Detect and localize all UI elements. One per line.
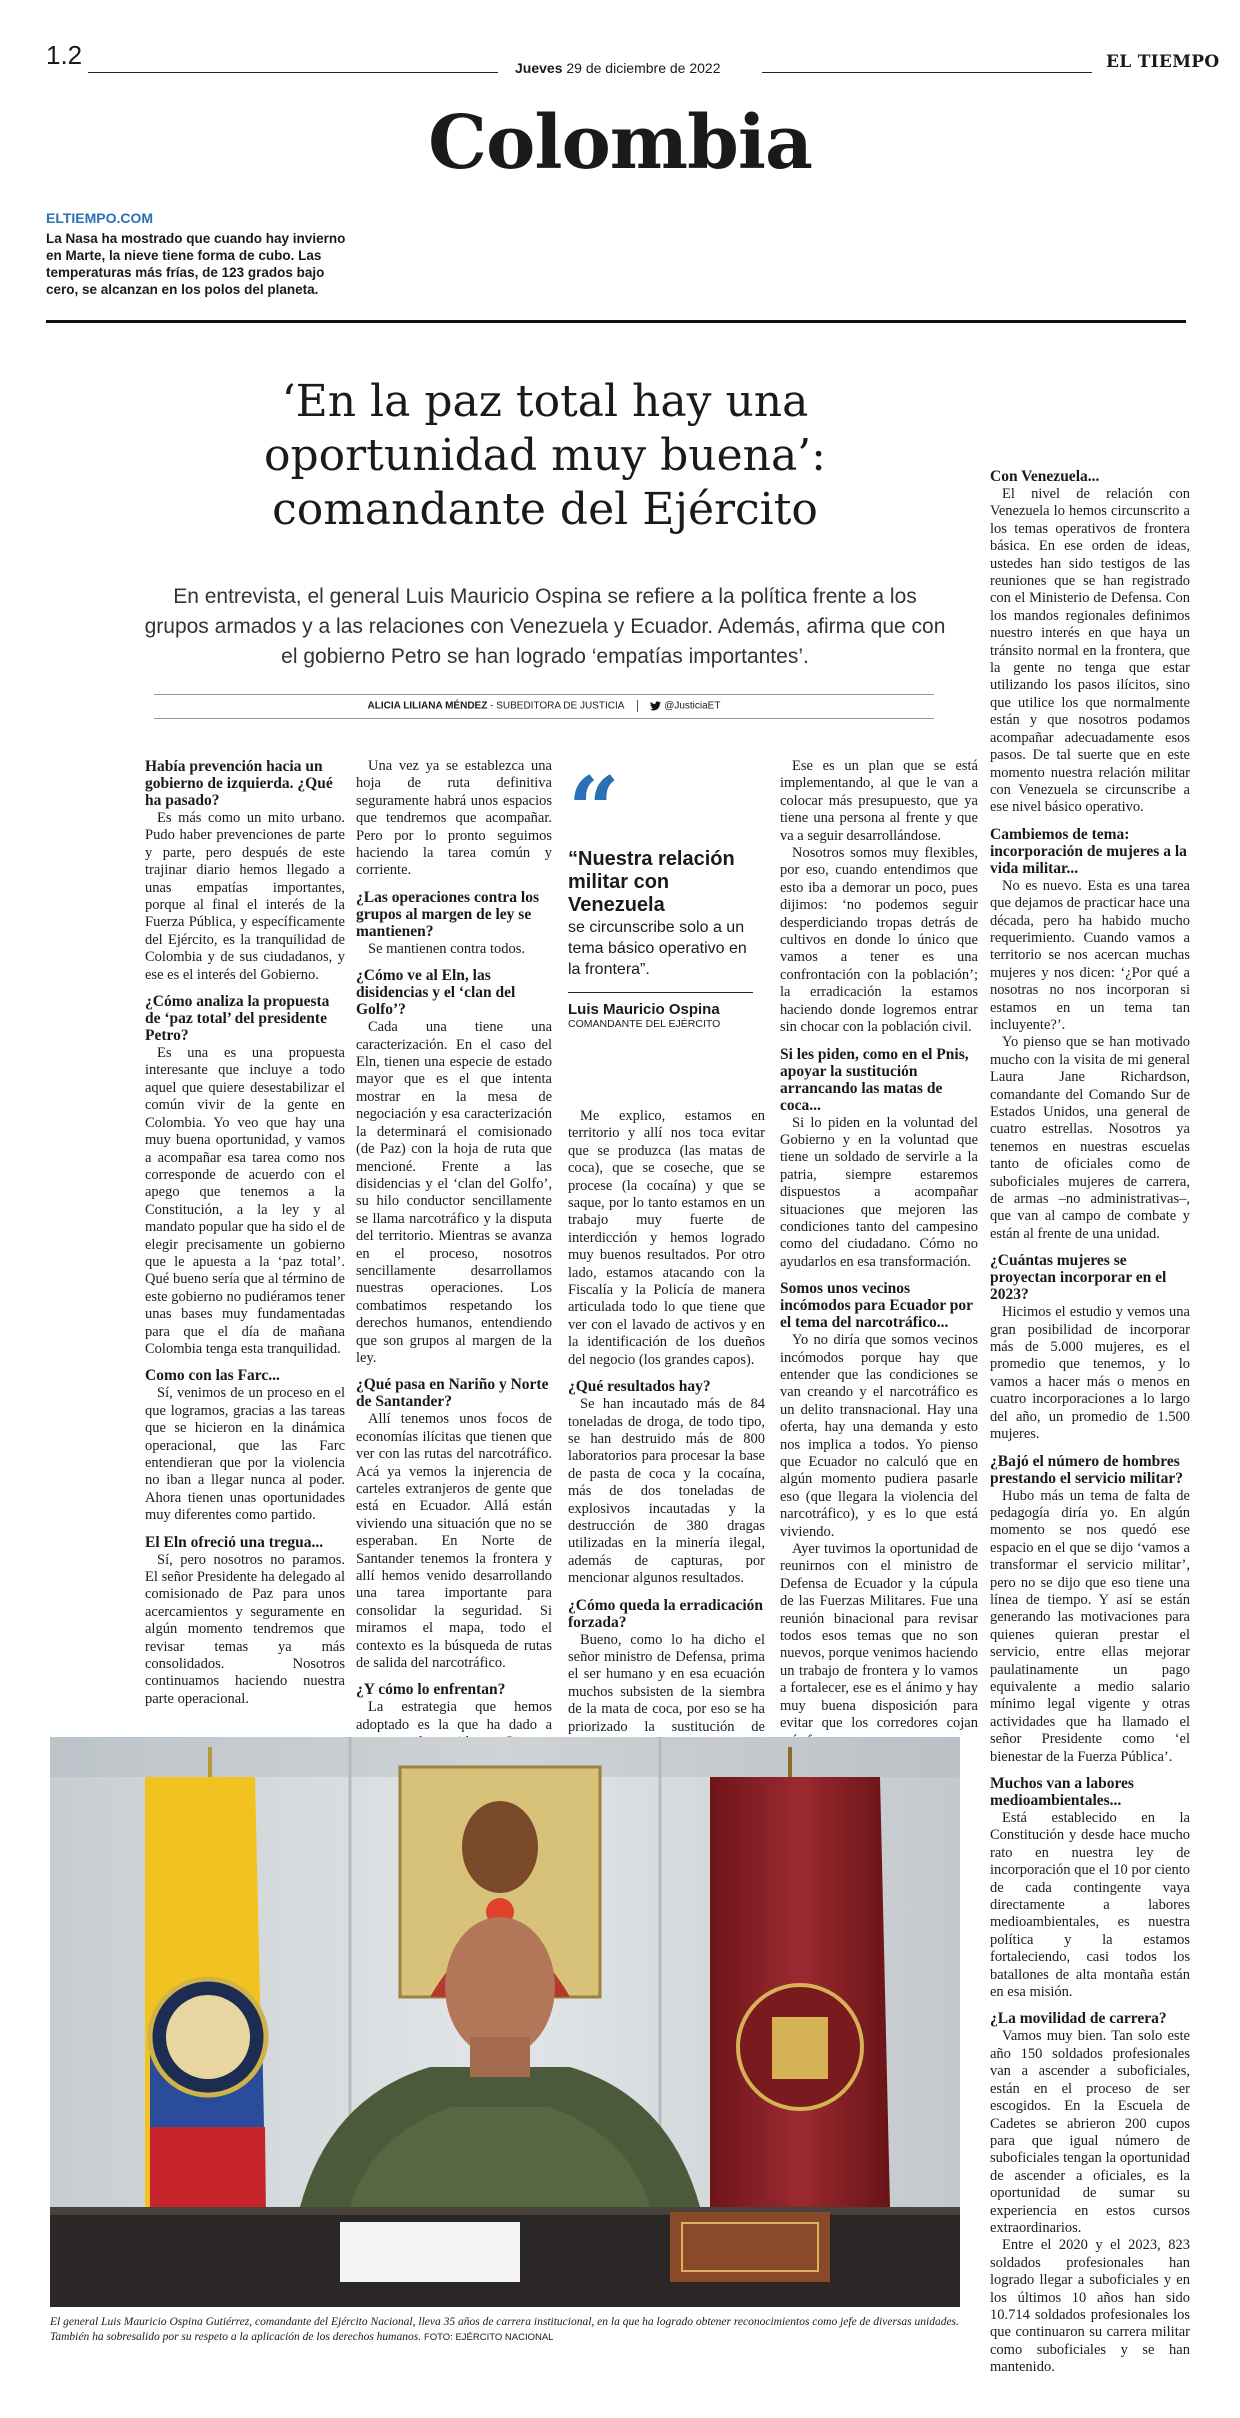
article-column-3 [568,1108,765,1735]
answer-paragraph: Sí, venimos de un proceso en el que logramos, gracias a las tareas que se hicieron en la dinámica operacional, que las Farc entendieran que por la violencia no iban a llegar nunca al poder. Ahora tienen unas oportunidades muy diferentes como partido. [145,1385,345,1524]
answer-paragraph: Es una es una propuesta interesante que incluye a todo aquel que quiere desestabilizar el común vivir de la gente en Colombia. Yo veo que hay una muy buena oportunidad, y vamos a acompañar esa tarea como nos corresponde de acuerdo con el apego que tenemos a la Constitución, a la ley y al mandato popular que ha sido el de elegir precisamente un gobierno que le apuesta a la ‘paz total’. Qué bueno sería que al término de este gobierno no pudiéramos tener unas bases muy fundamentadas para que el día de mañana Colombia tenga esta tranquilidad. [145,1045,345,1357]
question-heading: ¿Cómo analiza la propuesta de ‘paz total’ del presidente Petro? [145,993,330,1045]
question-heading: ¿Y cómo lo enfrentan? [356,1681,506,1699]
pull-quote-name: Luis Mauricio Ospina [568,1001,720,1018]
headline-line: oportunidad muy buena’: [264,430,826,481]
question-heading: Había prevención hacia un gobierno de izquierda. ¿Qué ha pasado? [145,758,333,809]
general-portrait-image [50,1737,960,2307]
date-day: Jueves [515,60,563,76]
answer-paragraph: Se han incautado más de 84 toneladas de droga, de todo tipo, se han destruido más de 800 laboratorios para procesar la base de pasta de coca y la cocaína, más de dos toneladas de explosivos incautadas y la destrucción de 380 dragas utilizadas en la minería ilegal, además de capturas, por mencionar algunos resultados. [568,1396,765,1587]
quote-mark-icon: “ [568,757,620,863]
question-heading: ¿Las operaciones contra los grupos al margen de ley se mantienen? [356,888,539,940]
header-rule-left [88,72,498,73]
answer-paragraph: Se mantienen contra todos. [368,940,526,957]
twitter-icon [650,701,661,711]
headline-line: comandante del Ejército [272,484,818,535]
question-heading: ¿Cómo ve al Eln, las disidencias y el ‘clan del Golfo’? [356,967,516,1019]
answer-paragraph: Una vez ya se establezca una hoja de ruta definitiva seguramente habrá unos espacios que tendremos que acompañar. Pero por lo pronto seguimos haciendo la tarea común y corriente. [356,758,552,879]
answer-paragraph: Hicimos el estudio y vemos una gran posibilidad de incorporar más de 5.000 mujeres, es el promedio que tenemos, y lo vamos a hacer más o menos en cuatro incorporaciones a lo largo del año, un promedio de 1.500 mujeres. [990,1304,1190,1443]
pull-quote-rule [568,992,753,993]
question-heading: ¿Bajó el número de hombres prestando el servicio militar? [990,1452,1184,1487]
byline-separator [637,700,638,712]
headline-line: ‘En la paz total hay una [281,376,809,427]
answer-paragraph: La estrategia que hemos adoptado es la que ha dado a [356,1699,552,1733]
headline [150,375,940,537]
question-heading: Cambiemos de tema: incorporación de mujeres a la vida militar... [990,825,1187,877]
question-heading: Somos unos vecinos incómodos para Ecuador por el tema del narcotráfico... [780,1280,973,1332]
section-title: Colombia [428,100,812,186]
photo-caption [50,2315,960,2345]
byline [154,700,934,712]
byline-role: - SUBEDITORA DE JUSTICIA [490,700,624,712]
byline-rule [154,718,934,719]
answer-paragraph: Sí, pero nosotros no paramos. El señor Presidente ha delegado al comisionado de Paz para unos acercamientos y seguramente en algún momento tendremos que revisar temas ya más consolidados. Nosotros continuamos haciendo nuestra parte operacional. [145,1551,345,1707]
byline-name: ALICIA LILIANA MÉNDEZ [367,700,488,712]
answer-paragraph: Nosotros somos muy flexibles, por eso, cuando entendimos que esto iba a demorar un poco, pues dijimos: ‘no podemos seguir desperdiciando tropas detrás de cultivos en donde lo único que vamos a tener es una confrontación con la población’; la erradicación la estamos haciendo donde logremos entrar sin chocar con la población civil. [780,845,978,1036]
caption-text: El general Luis Mauricio Ospina Gutiérrez, comandante del Ejército Nacional, lleva 35 años de carrera institucional, en la que ha logrado obtener reconocimientos como jefe de diversas unidades. También ha sobresalido por su respeto a la aplicación de los derechos humanos. [50,2316,959,2343]
answer-paragraph: Yo pienso que se han motivado mucho con la visita de mi general Laura Jane Richardson, comandante del Comando Sur de Estados Unidos, una general de cuatro estrellas. Nosotros ya tenemos en nuestras escuelas tanto de oficiales como de suboficiales mujeres de carrera, de armas –no administrativas–, que van al campo de combate y están al frente de una unidad. [990,1034,1190,1242]
answer-paragraph: Yo no diría que somos vecinos incómodos porque hay que entender que las condiciones se van creando y el narcotráfico es un delito transnacional. Hay una oferta, hay una demanda y esto nos implica a todos. Yo pienso que Ecuador no calculó que en algún momento pudiera pasarle eso (que llegara la violencia del narcotráfico), y es lo que está viviendo. [780,1332,978,1540]
question-heading: ¿Cómo queda la erradicación forzada? [568,1596,764,1631]
article-column-2 [356,758,552,1733]
answer-paragraph: Es más como un mito urbano. Pudo haber prevenciones de parte y parte, pero después de este trajinar diario hemos llegado a unas empatías importantes, porque al final el interés de la Fuerza Pública, y específicamente del Ejército, es la tranquilidad de Colombia y de sus ciudadanos, y ese es el interés del Gobierno. [145,810,345,983]
question-heading: Si les piden, como en el Pnis, apoyar la sustitución arrancando las matas de coca... [780,1045,969,1114]
answer-paragraph: Está establecido en la Constitución y desde hace mucho rato en nuestra ley de incorporación que el 10 por ciento de cada contingente vaya directamente a labores medioambientales, es nuestra política y la estamos fortaleciendo, casi todos los batallones de alta montaña están en esa misión. [990,1810,1190,2001]
pull-quote-rest: se circunscribe solo a un tema básico operativo en la frontera”. [568,919,747,978]
answer-paragraph: Cada una tiene una caracterización. En el caso del Eln, tienen una especie de estado mayor que es el que intenta mostrar en la mesa de negociación y esa caracterización la determinará el comisionado (de Paz) con la hoja de ruta que mencioné. Frente a las disidencias y el ‘clan del Golfo’, su hilo conductor sencillamente se llama narcotráfico y la disputa del territorio. Mientras se avanza en el proceso, nosotros sencillamente desarrollamos nuestras operaciones. Los combatimos respetando los derechos humanos, entendiendo que son grupos al margen de la ley. [356,1019,552,1366]
article-column-1 [145,758,345,1707]
answer-paragraph: El nivel de relación con Venezuela lo hemos circunscrito a los temas operativos de frontera básica. En ese orden de ideas, ustedes han sido testigos de las reuniones que se han registrado con el Ministerio de Defensa. Con los mandos regionales definimos nuestro interés en que haya un tránsito normal en la frontera, que la gente no tenga que estar utilizando los pasos ilícitos, sino que utilice los que normalmente están y que nosotros podamos acompañar adecuadamente esos pasos. De tal suerte que en este momento nuestra relación militar con Venezuela se circunscribe a ese nivel básico operativo. [990,486,1190,816]
question-heading: ¿Qué pasa en Nariño y Norte de Santander? [356,1376,549,1411]
photo-credit: FOTO: EJÉRCITO NACIONAL [423,2332,554,2343]
pull-quote-role: COMANDANTE DEL EJÉRCITO [568,1018,721,1030]
dateline [515,60,720,76]
masthead: EL TIEMPO [1106,52,1220,72]
answer-paragraph: Hubo más un tema de falta de pedagogía diría yo. En algún momento se nos quedó ese espacio en el que se dijo ‘vamos a transformar el servicio militar’, pero no se dijo que eso tiene una línea de tiempo. Y así se están generando las motivaciones para quienes quieran prestar el servicio, entre ellas mejorar paulatinamente un pago equivalente a medio salario mínimo legal vigente y otras actividades que ha llamado el señor Presidente como ‘el bienestar de la Fuerza Pública’. [990,1487,1190,1765]
question-heading: Con Venezuela... [990,468,1100,485]
date-rest: 29 de diciembre de 2022 [566,60,721,76]
article-column-4 [780,758,978,1732]
question-heading: Muchos van a labores medioambientales... [990,1775,1134,1809]
answer-paragraph: Vamos muy bien. Tan solo este año 150 soldados profesionales van a ascender a suboficiales, están en el proceso de ser escogidos. En la Escuela de Cadetes se abrieron 200 cupos para que igual número de suboficiales tengan la oportunidad de ascender a oficiales, es la oportunidad de sumar su experiencia en estos cursos extraordinarios. [990,2028,1190,2236]
answer-paragraph: Entre el 2020 y el 2023, 823 soldados profesionales han logrado llegar a suboficiales y en los últimos 10 años han sido 10.714 soldados profesionales los que continuaron su carrera militar como suboficiales y se han mantenido. [990,2237,1190,2376]
page-number: 1.2 [46,40,83,70]
answer-paragraph: Si lo piden en la voluntad del Gobierno y en la voluntad que tiene un soldado de servirle a la patria, siempre estaremos dispuestos a acompañar situaciones que mejoren las condiciones tanto del campesino como del ciudadano. Cómo no ayudarlos en esa transformación. [780,1114,978,1270]
question-heading: ¿Qué resultados hay? [568,1378,711,1396]
answer-paragraph: Ayer tuvimos la oportunidad de reunirnos con el ministro de Defensa de Ecuador y la cúpula de las Fuerzas Militares. Fue una reunión binacional para revisar todos esos temas que no son nuevos, porque venimos haciendo un trabajo de frontera y lo vamos a fortalecer, ese es el ánimo y hay muy buena disposición para evitar que los corredores cojan [780,1541,978,1732]
question-heading: Como con las Farc... [145,1367,280,1385]
question-heading: El Eln ofreció una tregua... [145,1533,324,1551]
article-photo [50,1737,960,2307]
site-label: ELTIEMPO.COM [46,210,154,226]
header-rule-right [762,72,1092,73]
article-column-5 [990,468,1190,2376]
question-heading: ¿La movilidad de carrera? [990,2010,1167,2028]
answer-paragraph: Allí tenemos unos focos de economías ilícitas que tienen que ver con las rutas del narcotráfico. Acá ya vemos la injerencia de carteles extranjeros de gente que está en Ecuador. Allá están viviendo una situación que no se esperaban. En Norte de Santander tenemos la frontera y allí hemos venido desarrollando una tarea importante para consolidar la seguridad. Si miramos el mapa, todo el contexto es la búsqueda de rutas de salida del narcotráfico. [356,1411,552,1672]
byline-twitter: @JusticiaET [664,700,721,712]
byline-rule [154,694,934,695]
answer-paragraph: Me explico, estamos en territorio y allí nos toca evitar que se produzca (las matas de coca), que se coseche, que se procese (la cocaína) y que se saque, por lo tanto estamos en un trabajo muy fuerte de interdicción y hemos logrado muy buenos resultados. Por otro lado, estamos atacando con la Fiscalía y la Policía de manera articulada todo lo que tiene que ver con el lavado de activos y en la identificación de los dueños del negocio (los grandes capos). [568,1108,765,1368]
question-heading: ¿Cuántas mujeres se proyectan incorporar en el 2023? [990,1252,1167,1304]
answer-paragraph: Bueno, como lo ha dicho el señor ministro de Defensa, prima el ser humano y en esa ecuación muchos subsisten de la siembra de la mata de coca, por eso se ha priorizado la sustitución de [568,1631,765,1735]
pull-quote [568,757,753,1030]
dek: En entrevista, el general Luis Mauricio Ospina se refiere a la política frente a los grupos armados y a las relaciones con Venezuela y Ecuador. Además, afirma que con el gobierno Petro se han logrado ‘empatías importantes’. [144,585,946,668]
answer-paragraph: No es nuevo. Esta es una tarea que dejamos de practicar hace una década, pero ha habido mucho requerimiento. Cuando vamos a territorio se nos acercan muchas mujeres y nos dicen: ‘¿Por qué a nosotras no nos incorporan si estamos en un tema tan incluyente?’. [990,877,1190,1033]
section-divider [46,320,1186,323]
pull-quote-lead: “Nuestra relación militar con Venezuela [568,848,735,916]
answer-paragraph: Ese es un plan que se está implementando, al que le van a colocar más presupuesto, que ya tiene una persona al frente y que va a seguir desarrollándose. [780,758,978,844]
sidebar-fact: La Nasa ha mostrado que cuando hay invierno en Marte, la nieve tiene forma de cubo. Las temperaturas más frías, de 123 grados bajo cero, se alcanzan en los polos del planeta. [46,231,346,297]
